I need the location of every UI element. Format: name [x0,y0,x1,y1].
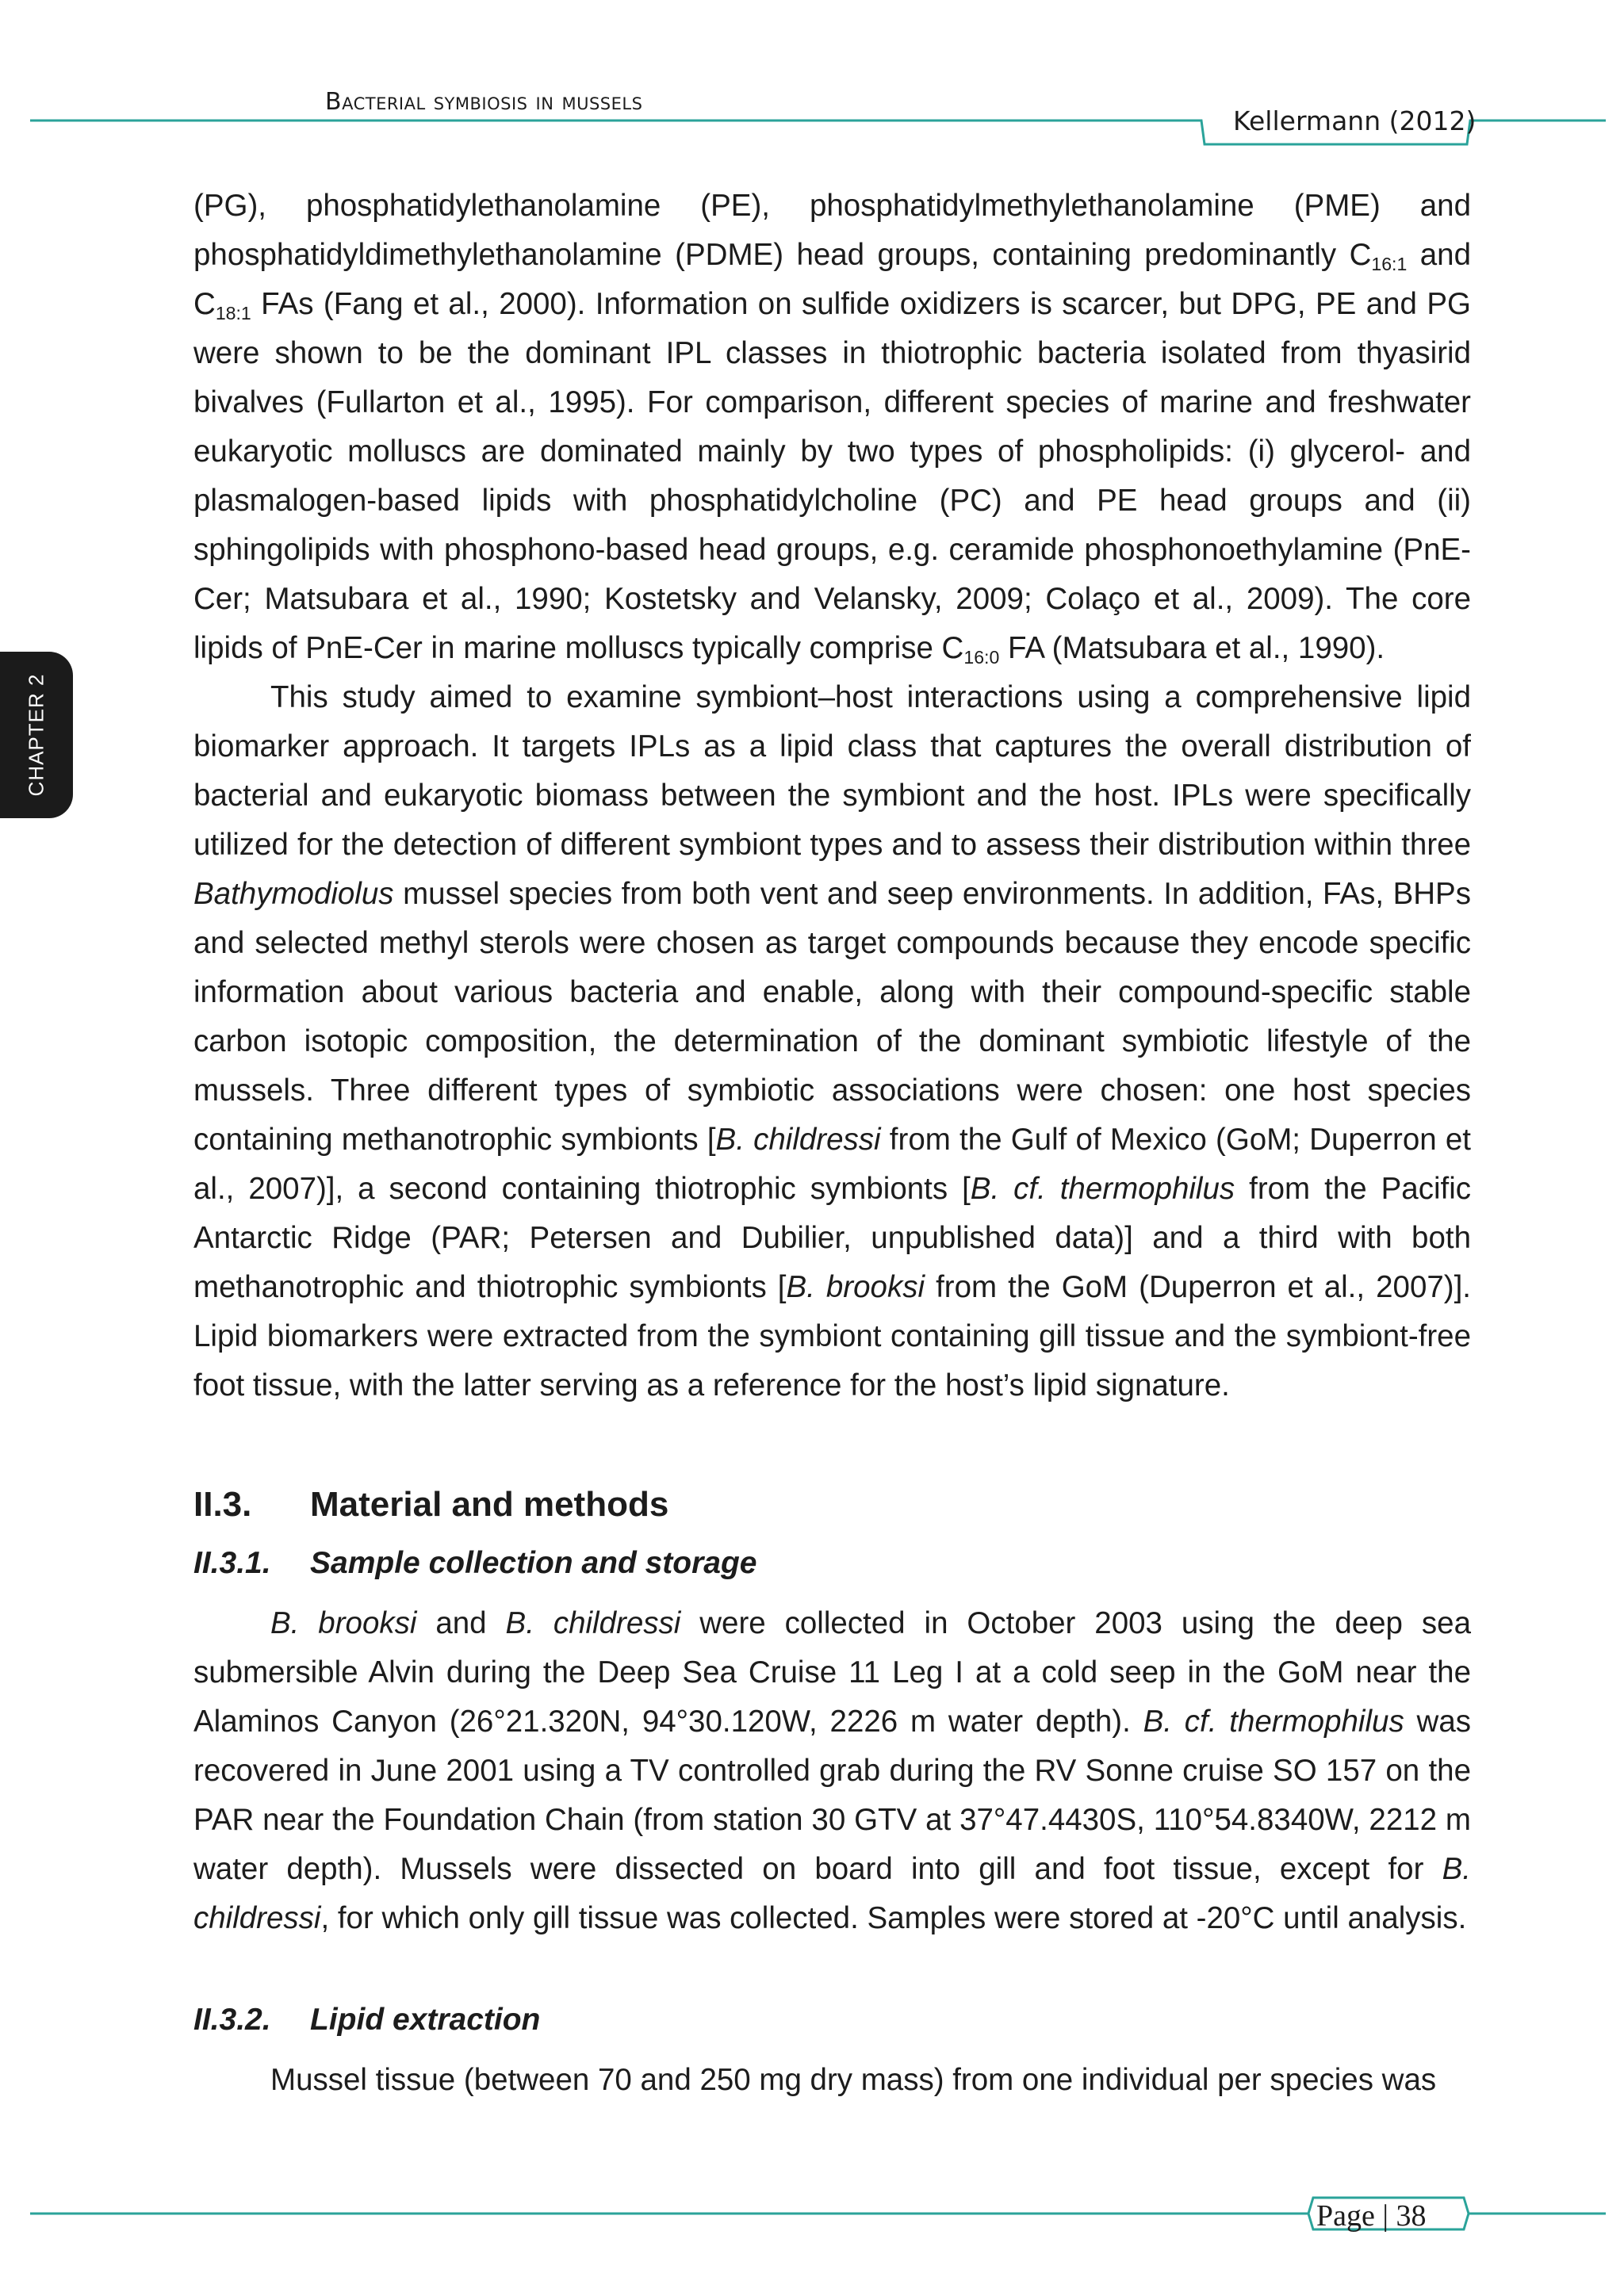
subsection-heading: II.3.2. Lipid extraction [193,2003,541,2037]
chapter-tab-label: CHAPTER 2 [24,673,48,797]
running-author: Kellermann (2012) [1233,105,1477,136]
subsection-heading: II.3.1. Sample collection and storage [193,1546,757,1580]
chapter-tab [0,652,73,818]
running-title: Bacterial symbiosis in mussels [325,88,643,116]
page-body [193,182,1471,2105]
paragraph: Mussel tissue (between 70 and 250 mg dry mass) from one individual per species was [270,2063,1437,2097]
section-heading: II.3. Material and methods [193,1485,669,1524]
paragraph: B. brooksi and B. childressi were collected in October 2003 using the deep sea submersible Alvin during the Deep Sea Cruise 11 Leg I at a cold seep in the GoM near the Alaminos Canyon (26°21.320N, 94°30.120W, 2226 m water depth). B. cf. thermophilus was recovered in June 2001 using a TV controlled grab during the RV Sonne cruise SO 157 on the PAR near the Foundation Chain (from station 30 GTV at 37°47.4430S, 110°54.8340W, 2212 m water depth). Mussels were dissected on board into gill and foot tissue, except for B. childressi, for which only gill tissue was collected. Samples were stored at -20°C until analysis. [193,1606,1471,1935]
paragraph: This study aimed to examine symbiont–host interactions using a comprehensive lipid biomarker approach. It targets IPLs as a lipid class that captures the overall distribution of bacterial and eukaryotic biomass between the symbiont and the host. IPLs were specifically utilized for the detection of different symbiont types and to assess their distribution within three Bathymodiolus mussel species from both vent and seep environments. In addition, FAs, BHPs and selected methyl sterols were chosen as target compounds because they encode specific information about various bacteria and enable, along with their compound-specific stable carbon isotopic composition, the determination of the dominant symbiotic lifestyle of the mussels. Three different types of symbiotic associations were chosen: one host species containing methanotrophic symbionts [B. childressi from the Gulf of Mexico (GoM; Duperron et al., 2007)], a second containing thiotrophic symbionts [B. cf. thermophilus from the Pacific Antarctic Ridge (PAR; Petersen and Dubilier, unpublished data)] and a third with both methanotrophic and thiotrophic symbionts [B. brooksi from the GoM (Duperron et al., 2007)]. Lipid biomarkers were extracted from the symbiont containing gill tissue and the symbiont-free foot tissue, with the latter serving as a reference for the host’s lipid signature. [193,680,1471,1402]
page-number: Page | 38 [1316,2199,1427,2233]
paragraph: (PG), phosphatidylethanolamine (PE), phosphatidylmethylethanolamine (PME) and phosphatidyldimethylethanolamine (PDME) head groups, containing predominantly $C_{16:1}$ and $C_{18:1}$ FAs (Fang et al., 2000). Information on sulfide oxidizers is scarcer, but DPG, PE and PG were shown to be the dominant IPL classes in thiotrophic bacteria isolated from thyasirid bivalves (Fullarton et al., 1995). For comparison, different species of marine and freshwater eukaryotic molluscs are dominated mainly by two types of phospholipids: (i) glycerol- and plasmalogen-based lipids with phosphatidylcholine (PC) and PE head groups and (ii) sphingolipids with phosphono-based head groups, e.g. ceramide phosphonoethylamine (PnE-Cer; Matsubara et al., 1990; Kostetsky and Velansky, 2009; Colaço et al., 2009). The core lipids of PnE-Cer in marine molluscs typically comprise $C_{16:0}$ FA (Matsubara et al., 1990). [193,189,1471,668]
